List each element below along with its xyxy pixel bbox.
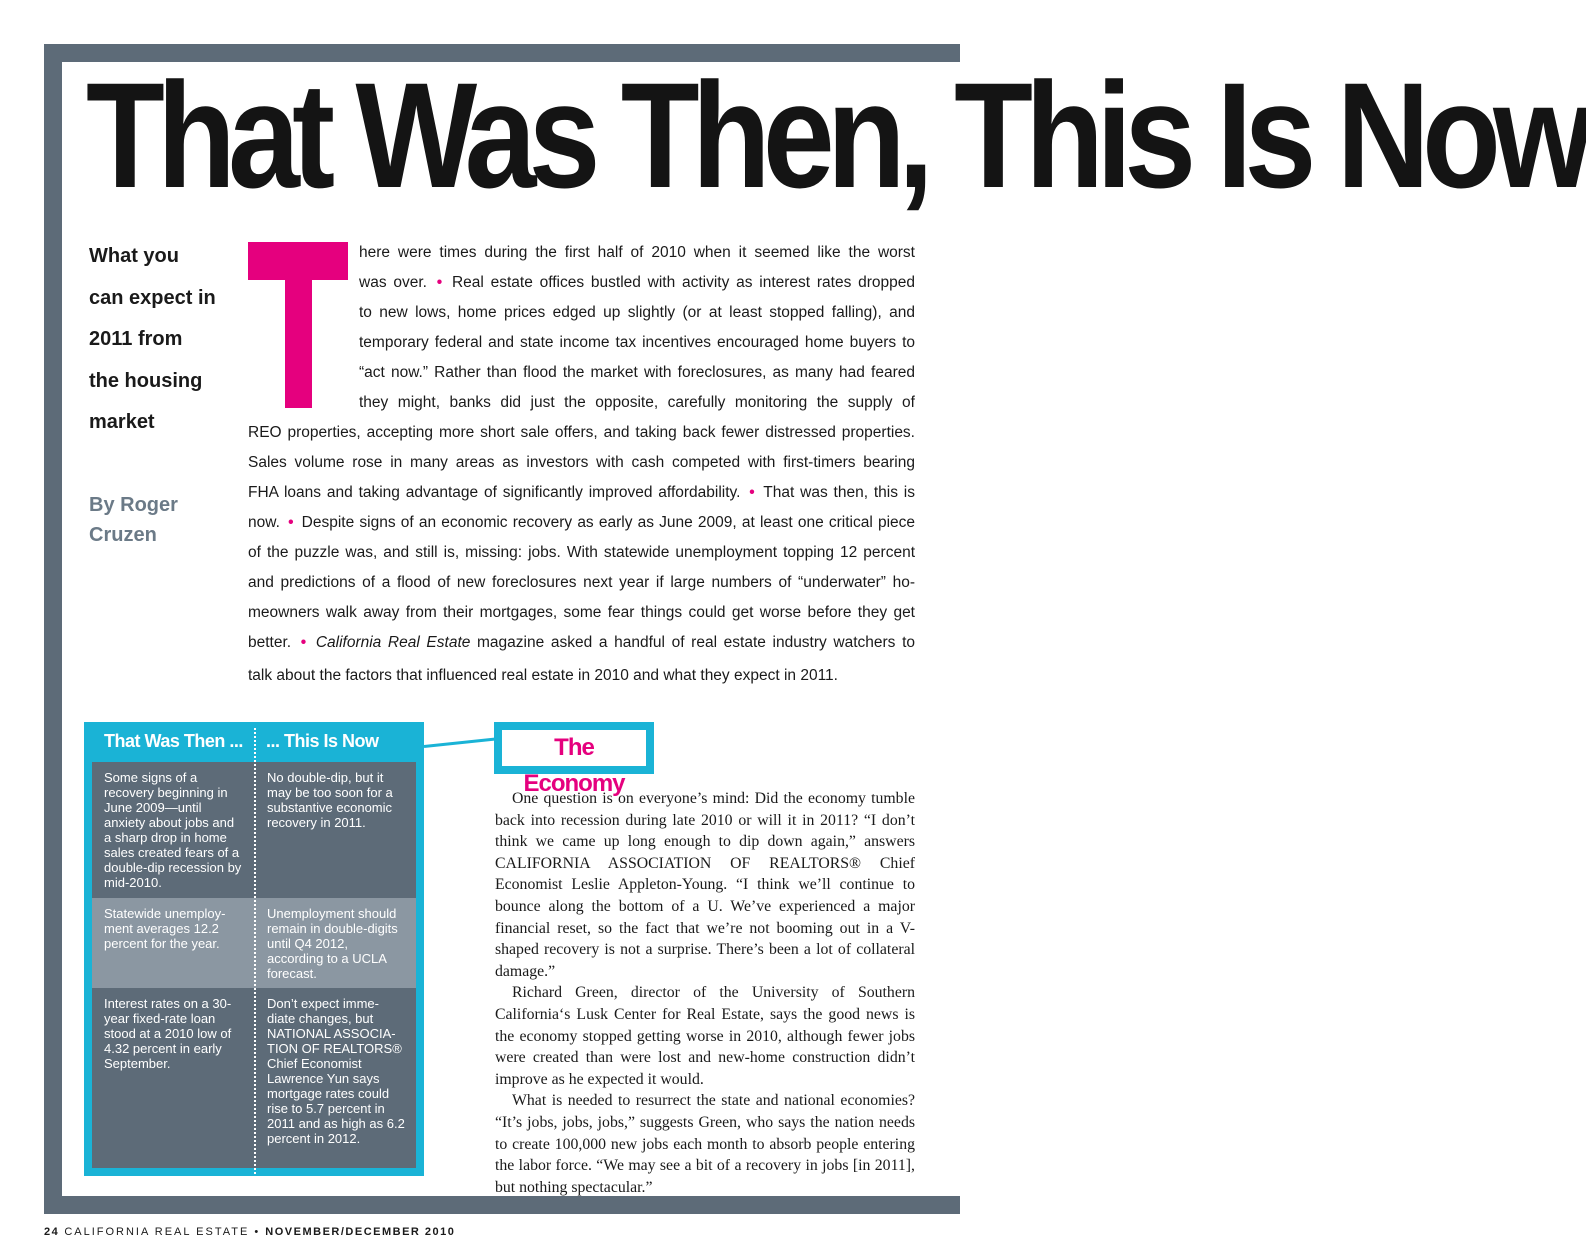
- byline: [89, 490, 229, 550]
- intro-line: talk about the factors that influenced real estate in 2010 and what they expect in 2011.: [248, 667, 838, 684]
- deck-line: What you: [89, 245, 179, 267]
- page-footer: [44, 1226, 455, 1238]
- intro-line: “act now.” Rather than flood the market with foreclosures, as many had feared: [359, 364, 915, 381]
- footer-bullet: •: [254, 1226, 261, 1238]
- deck: [89, 236, 229, 444]
- intro-line: now. • Despite signs of an economic recovery as early as June 2009, at least one critical piece: [248, 514, 916, 531]
- publication-name: CALIFORNIA REAL ESTATE: [64, 1226, 250, 1238]
- deck-line: the housing: [89, 369, 203, 392]
- deck-line: can expect in: [89, 286, 216, 309]
- intro-line: of the puzzle was, and still is, missing: jobs. With statewide unemployment topping 12 percent: [248, 544, 915, 561]
- sidebar-now-cell: Unemployment should remain in double-digits until Q4 2012, according to a UCLA forecast.: [267, 906, 398, 981]
- bullet-icon: •: [300, 634, 307, 651]
- paragraph: One question is on everyone’s mind: Did the economy tumble back into recession during late 2010 or will it in 2011? “I don’t think we came up long enough to dip down again,” answers CALIFORNIA ASSOCIATION OF REALTORS® Chief Economist Leslie Appleton-Young. “I think we’ll continue to bounce along the bottom of a U. We’ve experienced a major financial reset, so the fact that we’re not booming out in a V-shaped recovery is not a surprise. There’s been a lot of collateral damage.”: [495, 790, 915, 980]
- intro-line: and predictions of a flood of new foreclosures next year if large numbers of “underwater” ho-: [248, 574, 915, 591]
- intro-line: better. • California Real Estate magazine asked a handful of real estate industry watchers to: [248, 634, 915, 651]
- drop-cap-t: [248, 242, 348, 408]
- sidebar-divider: [254, 728, 256, 1174]
- economy-column: [495, 788, 915, 1198]
- intro-line: they might, banks did just the opposite, carefully monitoring the supply of: [359, 394, 915, 411]
- byline-line: Cruzen: [89, 524, 157, 546]
- byline-line: By Roger: [89, 494, 178, 516]
- paragraph: What is needed to resurrect the state and national economies? “It’s jobs, jobs, jobs,” suggests Green, who says the nation needs to create 100,000 new jobs each month to absorb people entering the labor force. “We may see a bit of a recovery in jobs [in 2011], but nothing spectacular.”: [495, 1092, 915, 1196]
- deck-line: 2011 from: [89, 328, 183, 350]
- section-title: The Economy: [502, 730, 646, 766]
- bullet-icon: •: [749, 484, 755, 501]
- deck-line: market: [89, 411, 155, 433]
- headline: That Was Then, This Is Now: [86, 51, 1586, 219]
- intro-line: here were times during the first half of 2010 when it seemed like the worst: [359, 244, 915, 261]
- sidebar-now-cell: Don’t expect imme-diate changes, but NATIONAL ASSOCIA-TION OF REALTORS® Chief Economist Lawrence Yun says mortgage rates could rise to 5.7 percent in 2011 and as high as 6.2 percent in 2012.: [267, 996, 405, 1146]
- intro-line: meowners walk away from their mortgages, some fear things could get worse before they get: [248, 604, 915, 621]
- sidebar-then-cell: Some signs of a recovery beginning in June 2009—until anxiety about jobs and a sharp drop in home sales created fears of a double-dip recession by mid-2010.: [104, 770, 242, 890]
- bullet-icon: •: [436, 274, 443, 291]
- sidebar-then-cell: Interest rates on a 30-year fixed-rate loan stood at a 2010 low of 4.32 percent in early September.: [104, 996, 232, 1071]
- sidebar-table: [84, 722, 424, 1176]
- intro-line: REO properties, accepting more short sale offers, and taking back fewer distressed properties.: [248, 424, 915, 441]
- sidebar-now-label: ... This Is Now: [266, 731, 379, 751]
- sidebar-then-cell: Statewide unemploy-ment averages 12.2 percent for the year.: [104, 906, 226, 951]
- bullet-icon: •: [288, 514, 294, 531]
- issue-date: NOVEMBER/DECEMBER 2010: [265, 1226, 456, 1238]
- page-number: 24: [44, 1226, 60, 1238]
- intro-line: was over. • Real estate offices bustled with activity as interest rates dropped: [359, 274, 915, 291]
- paragraph: Richard Green, director of the University of Southern California‘s Lusk Center for Real Estate, says the good news is the economy stopped getting worse in 2010, although fewer jobs were created than were lost and new-home construction didn’t improve as he expected it would.: [495, 984, 915, 1088]
- section-title-box: [494, 722, 654, 797]
- sidebar-then-label: That Was Then ...: [104, 731, 243, 751]
- intro-line: Sales volume rose in many areas as investors with cash competed with first-timers bearing: [248, 454, 915, 471]
- intro-line: temporary federal and state income tax incentives encouraged home buyers to: [359, 334, 915, 351]
- drop-cap-stem: [285, 242, 312, 408]
- intro-line: to new lows, home prices edged up slightly (or at least stopped falling), and: [359, 304, 915, 321]
- sidebar-now-cell: No double-dip, but it may be too soon for a substantive economic recovery in 2011.: [267, 770, 393, 830]
- intro-line: FHA loans and taking advantage of significantly improved affordability. • That was then, this is: [248, 484, 915, 501]
